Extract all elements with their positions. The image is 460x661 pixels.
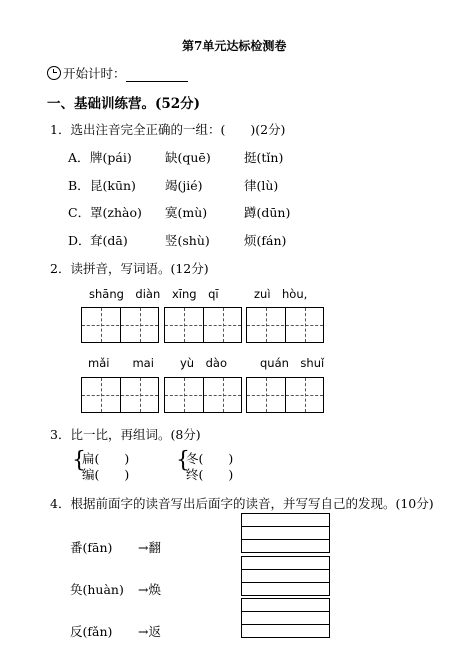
- q4-target: →返: [138, 624, 161, 639]
- answer-lines[interactable]: [241, 598, 330, 638]
- q4-source: 奂(huàn): [70, 582, 124, 597]
- page-title: 第7单元达标检测卷: [182, 39, 287, 53]
- start-time-label: 开始计时：: [63, 66, 126, 81]
- compare-word[interactable]: 编( ): [82, 467, 130, 482]
- option-letter: C．: [68, 205, 91, 220]
- writing-grid[interactable]: [81, 377, 159, 413]
- compare-word[interactable]: 终( ): [186, 467, 234, 482]
- option-word: 竖(shù): [165, 233, 210, 248]
- brace: {: [176, 448, 190, 473]
- option-letter: D．: [68, 233, 91, 248]
- option-word: 牌(pái): [90, 150, 132, 165]
- q4-target: →焕: [138, 582, 161, 597]
- option-word: 寞(mù): [165, 205, 208, 220]
- pinyin-label: quán shuǐ: [260, 356, 325, 370]
- q4-source: 番(fān): [70, 540, 113, 555]
- q2-stem: 2．读拼音，写词语。(12分): [50, 261, 209, 276]
- option-word: 罩(zhào): [90, 205, 142, 220]
- option-letter: A．: [68, 150, 90, 165]
- compare-word[interactable]: 扁( ): [82, 451, 130, 466]
- q4-stem: 4．根据前面字的读音写出后面字的读音，并写写自己的发现。(10分): [50, 496, 434, 511]
- writing-grid[interactable]: [164, 377, 242, 413]
- pinyin-label: zuì hòu,: [254, 287, 308, 301]
- q1-stem: 1．选出注音完全正确的一组：( )(2分): [50, 122, 286, 137]
- option-word: 竭(jié): [165, 178, 203, 193]
- option-word: 昆(kūn): [90, 178, 136, 193]
- writing-grid[interactable]: [81, 307, 159, 343]
- writing-grid[interactable]: [246, 377, 324, 413]
- start-time-blank[interactable]: [126, 69, 188, 82]
- q4-source: 反(fǎn): [70, 624, 113, 639]
- start-time-row: [47, 64, 188, 82]
- pinyin-label: shāng diàn: [89, 287, 161, 301]
- writing-grid[interactable]: [164, 307, 242, 343]
- pinyin-label: mǎi mai: [88, 356, 154, 370]
- option-word: 缺(quē): [165, 150, 211, 165]
- brace: {: [72, 448, 86, 473]
- clock-icon: [47, 66, 61, 80]
- option-word: 蹲(dūn): [244, 205, 291, 220]
- q4-target: →翻: [138, 540, 161, 555]
- option-word: 挺(tǐn): [244, 150, 284, 165]
- compare-word[interactable]: 冬( ): [186, 451, 234, 466]
- answer-lines[interactable]: [241, 513, 330, 553]
- writing-grid[interactable]: [246, 307, 324, 343]
- option-word: 律(lù): [244, 178, 279, 193]
- section-heading: 一、基础训练营。(52分): [47, 96, 201, 112]
- option-word: 耷(dā): [90, 233, 128, 248]
- pinyin-label: yù dào: [180, 356, 227, 370]
- answer-lines[interactable]: [241, 556, 330, 596]
- q3-stem: 3．比一比，再组词。(8分): [50, 427, 201, 442]
- option-letter: B．: [68, 178, 90, 193]
- option-word: 烦(fán): [244, 233, 287, 248]
- pinyin-label: xīng qī: [172, 287, 219, 301]
